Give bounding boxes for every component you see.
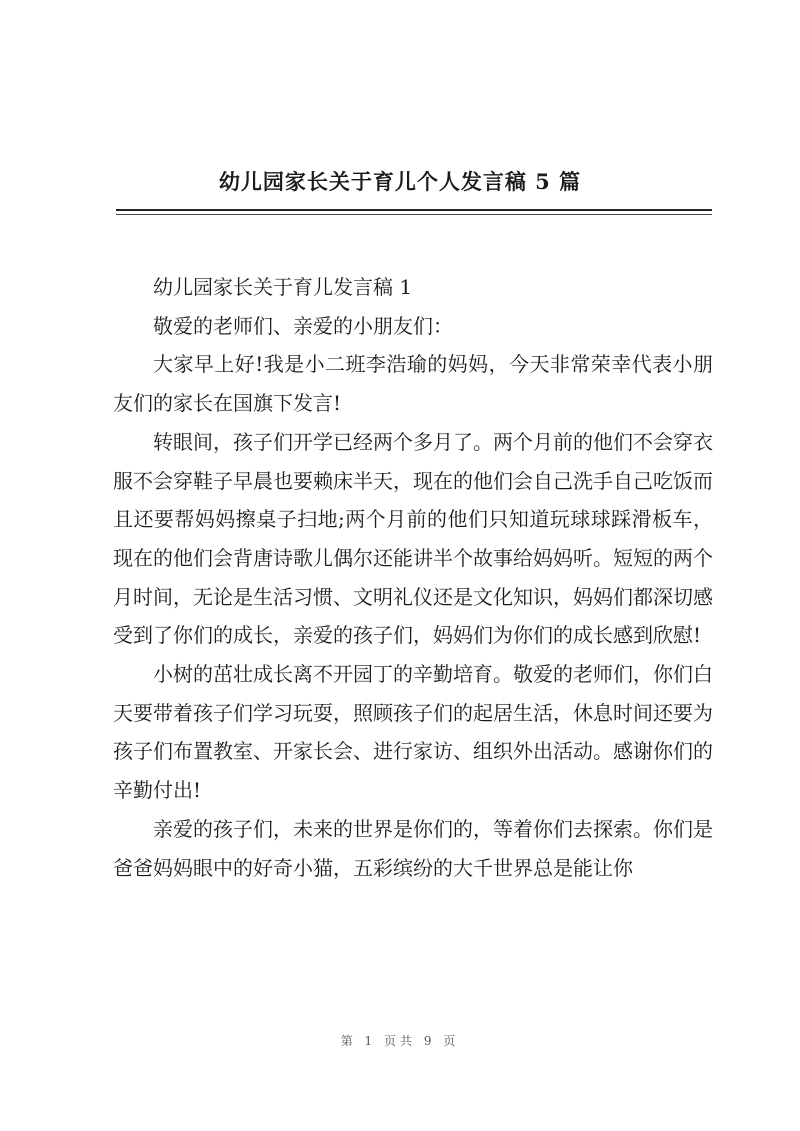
document-body [113, 268, 713, 887]
page-number-footer: 第 1 页共 9 页 [340, 1034, 460, 1048]
paragraph: 亲爱的孩子们，未来的世界是你们的，等着你们去探索。你们是爸爸妈妈眼中的好奇小猫，五彩缤纷的大千世界总是能让你 [113, 816, 713, 880]
paragraph: 转眼间，孩子们开学已经两个多月了。两个月前的他们不会穿衣服不会穿鞋子早晨也要赖床半天，现在的他们会自己洗手自己吃饭而且还要帮妈妈擦桌子扫地;两个月前的他们只知道玩球球踩滑板车，现在的他们会背唐诗歌儿偶尔还能讲半个故事给妈妈听。短短的两个月时间，无论是生活习惯、文明礼仪还是文化知识，妈妈们都深切感受到了你们的成长，亲爱的孩子们，妈妈们为你们的成长感到欣慰! [113, 429, 713, 648]
section-heading: 幼儿园家长关于育儿发言稿 1 [153, 275, 413, 299]
paragraph: 小树的茁壮成长离不开园丁的辛勤培育。敬爱的老师们，你们白天要带着孩子们学习玩耍，照顾孩子们的起居生活，休息时间还要为孩子们布置教室、开家长会、进行家访、组织外出活动。感谢你们的辛勤付出! [113, 662, 713, 803]
salutation: 敬爱的老师们、亲爱的小朋友们： [153, 313, 453, 338]
title-divider [116, 209, 712, 211]
page-title: 幼儿园家长关于育儿个人发言稿 5 篇 [218, 169, 582, 194]
paragraph: 大家早上好!我是小二班李浩瑜的妈妈，今天非常荣幸代表小朋友们的家长在国旗下发言! [113, 352, 713, 416]
title-divider-thin [116, 214, 712, 215]
